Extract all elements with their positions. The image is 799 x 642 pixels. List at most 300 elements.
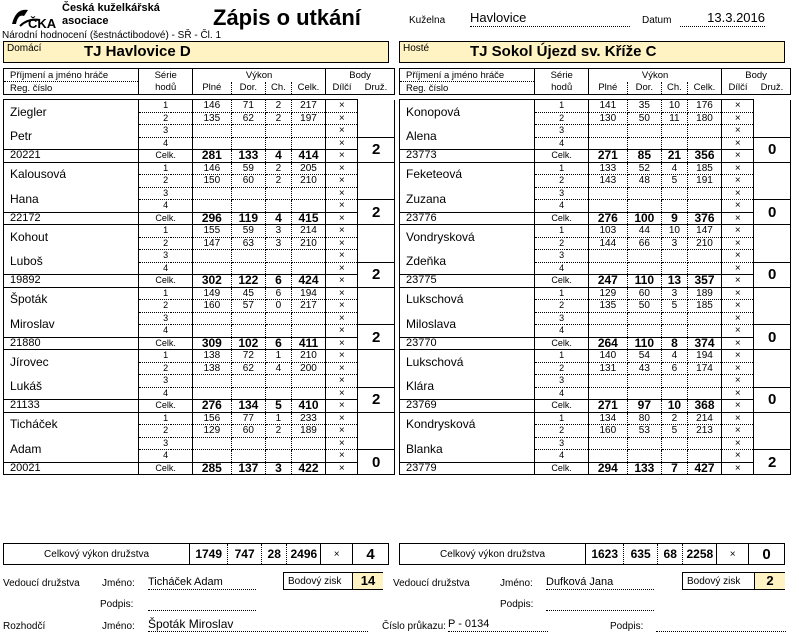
cell-ch: 3	[266, 225, 292, 238]
dilci-cross: ×	[326, 387, 358, 400]
cell-dor	[231, 125, 265, 138]
player-surname: Ticháček	[4, 412, 139, 437]
page-title: Zápis o utkání	[213, 5, 361, 30]
cell-dor	[627, 325, 661, 338]
serie-number: 4	[535, 200, 589, 213]
home-points-value: 14	[352, 573, 383, 589]
cell-dor	[231, 137, 265, 150]
serie-number: 3	[535, 375, 589, 388]
cell-celk: 214	[291, 225, 325, 238]
cell-ch	[266, 387, 292, 400]
cell-ch	[266, 450, 292, 463]
cell-celk: 185	[687, 300, 721, 313]
total-dor: 133	[231, 150, 265, 163]
dilci-cross: ×	[722, 150, 754, 163]
home-points-label: Bodový zisk	[288, 576, 342, 587]
total-ch: 4	[266, 150, 292, 163]
player-row	[400, 400, 791, 413]
player-surname: Konopová	[400, 100, 535, 125]
col-dilci: Dílčí	[326, 82, 358, 95]
cell-ch	[266, 437, 292, 450]
cell-ch: 3	[662, 237, 688, 250]
cell-plne: 129	[193, 425, 232, 438]
cell-ch	[266, 250, 292, 263]
cell-plne	[589, 312, 628, 325]
player-reg-number: 19892	[4, 275, 139, 288]
dilci-cross: ×	[722, 362, 754, 375]
cell-dor: 60	[231, 425, 265, 438]
cell-plne: 141	[589, 100, 628, 113]
dilci-cross: ×	[326, 237, 358, 250]
serie-number: 1	[535, 412, 589, 425]
cell-celk: 174	[687, 362, 721, 375]
cell-plne	[589, 137, 628, 150]
total-dor: 102	[231, 337, 265, 350]
cell-plne: 160	[193, 300, 232, 313]
points-blank	[358, 350, 395, 388]
home-leader-name: Ticháček Adam	[148, 575, 256, 590]
cell-plne: 134	[589, 412, 628, 425]
player-row	[4, 162, 395, 175]
dilci-cross: ×	[722, 212, 754, 225]
cell-ch: 2	[266, 175, 292, 188]
player-surname: Kondrysková	[400, 412, 535, 437]
total-celk: 414	[291, 150, 325, 163]
cell-plne: 146	[193, 100, 232, 113]
cell-dor: 59	[231, 225, 265, 238]
serie-number: 1	[535, 162, 589, 175]
cell-ch: 3	[266, 237, 292, 250]
cell-dor: 43	[627, 362, 661, 375]
cell-ch: 3	[662, 287, 688, 300]
cell-dor: 52	[627, 162, 661, 175]
dilci-cross: ×	[326, 375, 358, 388]
guest-total-dor: 635	[624, 544, 658, 565]
guest-total-label: Celkový výkon družstva	[400, 544, 586, 565]
referee-signature-line	[656, 617, 786, 632]
player-reg-number: 20221	[4, 150, 139, 163]
player-row	[4, 462, 395, 475]
serie-number: 3	[535, 125, 589, 138]
cell-celk	[687, 125, 721, 138]
home-total-table	[3, 543, 389, 565]
total-label: Celk.	[535, 462, 589, 475]
cell-ch	[662, 125, 688, 138]
serie-number: 2	[139, 362, 193, 375]
serie-number: 3	[139, 437, 193, 450]
dilci-cross: ×	[326, 137, 358, 150]
serie-number: 4	[139, 200, 193, 213]
cell-plne: 155	[193, 225, 232, 238]
dilci-cross: ×	[722, 275, 754, 288]
guest-role-label: Hosté	[403, 43, 430, 54]
cell-celk	[687, 187, 721, 200]
total-label: Celk.	[139, 337, 193, 350]
cell-celk: 189	[687, 287, 721, 300]
player-points: 2	[358, 387, 395, 412]
guest-team-name: TJ Sokol Újezd sv. Kříže C	[470, 43, 657, 60]
cell-ch	[662, 312, 688, 325]
serie-number: 3	[535, 437, 589, 450]
serie-number: 2	[139, 300, 193, 313]
cell-plne: 135	[589, 300, 628, 313]
col-ch: Ch.	[266, 82, 292, 95]
cell-dor	[627, 312, 661, 325]
total-label: Celk.	[139, 400, 193, 413]
cell-plne	[589, 250, 628, 263]
total-ch: 21	[662, 150, 688, 163]
dilci-cross: ×	[326, 150, 358, 163]
cell-celk: 205	[291, 162, 325, 175]
dilci-cross: ×	[722, 100, 754, 113]
cell-ch	[662, 437, 688, 450]
col-ch: Ch.	[662, 82, 688, 95]
total-plne: 309	[193, 337, 232, 350]
player-firstname: Lukáš	[4, 375, 139, 400]
dilci-cross: ×	[326, 112, 358, 125]
cell-ch: 4	[662, 350, 688, 363]
cell-dor: 54	[627, 350, 661, 363]
dilci-cross: ×	[326, 450, 358, 463]
cell-celk	[291, 187, 325, 200]
cell-plne: 138	[193, 362, 232, 375]
cell-plne	[193, 262, 232, 275]
player-row	[4, 250, 395, 263]
cell-celk: 210	[687, 237, 721, 250]
cell-dor	[231, 187, 265, 200]
serie-number: 2	[139, 175, 193, 188]
serie-number: 2	[535, 425, 589, 438]
player-row	[400, 312, 791, 325]
dilci-cross: ×	[326, 350, 358, 363]
col-celk: Celk.	[291, 82, 325, 95]
cell-plne	[589, 437, 628, 450]
home-total-ch: 28	[262, 544, 287, 565]
cell-plne: 149	[193, 287, 232, 300]
player-reg-number: 23779	[400, 462, 535, 475]
serie-number: 1	[139, 100, 193, 113]
cell-celk	[687, 387, 721, 400]
serie-number: 2	[139, 425, 193, 438]
cell-plne: 133	[589, 162, 628, 175]
total-plne: 264	[589, 337, 628, 350]
serie-number: 1	[139, 412, 193, 425]
total-label: Celk.	[139, 462, 193, 475]
serie-number: 3	[139, 375, 193, 388]
referee-label: Rozhodčí	[3, 621, 46, 632]
total-ch: 6	[266, 275, 292, 288]
col-celk: Celk.	[687, 82, 721, 95]
venue-field: Havlovice	[470, 9, 630, 27]
dilci-cross: ×	[722, 137, 754, 150]
cell-ch	[266, 312, 292, 325]
guest-points-box	[682, 572, 785, 590]
dilci-cross: ×	[326, 337, 358, 350]
total-celk: 411	[291, 337, 325, 350]
total-ch: 10	[662, 400, 688, 413]
cell-celk: 210	[291, 237, 325, 250]
player-row	[400, 437, 791, 450]
cell-celk	[687, 250, 721, 263]
total-label: Celk.	[139, 150, 193, 163]
dilci-cross: ×	[326, 250, 358, 263]
player-points: 0	[754, 137, 791, 162]
cell-dor: 48	[627, 175, 661, 188]
cell-celk	[687, 450, 721, 463]
cell-ch: 0	[266, 300, 292, 313]
total-celk: 415	[291, 212, 325, 225]
total-dor: 133	[627, 462, 661, 475]
total-label: Celk.	[139, 275, 193, 288]
cell-celk: 200	[291, 362, 325, 375]
cell-ch	[266, 137, 292, 150]
player-firstname: Alena	[400, 125, 535, 150]
guest-total-celk: 2258	[683, 544, 717, 565]
cell-dor	[627, 125, 661, 138]
guest-leader-label: Vedoucí družstva	[393, 578, 470, 589]
player-row	[400, 162, 791, 175]
cell-ch	[662, 375, 688, 388]
serie-number: 2	[535, 300, 589, 313]
player-reg-number: 23769	[400, 400, 535, 413]
cell-dor: 53	[627, 425, 661, 438]
dilci-cross: ×	[326, 437, 358, 450]
total-plne: 276	[589, 212, 628, 225]
cell-ch	[662, 250, 688, 263]
cell-celk	[291, 437, 325, 450]
serie-number: 2	[535, 175, 589, 188]
cell-ch: 2	[266, 162, 292, 175]
cell-plne	[193, 137, 232, 150]
player-firstname: Luboš	[4, 250, 139, 275]
total-celk: 374	[687, 337, 721, 350]
player-points: 2	[754, 450, 791, 475]
cell-celk: 210	[291, 175, 325, 188]
total-celk: 356	[687, 150, 721, 163]
total-label: Celk.	[535, 150, 589, 163]
col-serie: Série	[139, 69, 193, 82]
total-ch: 5	[266, 400, 292, 413]
cell-celk: 233	[291, 412, 325, 425]
cell-dor: 44	[627, 225, 661, 238]
player-row	[400, 287, 791, 300]
cell-plne: 146	[193, 162, 232, 175]
dilci-cross: ×	[722, 187, 754, 200]
cell-dor: 45	[231, 287, 265, 300]
dilci-cross: ×	[722, 437, 754, 450]
col-player: Příjmení a jméno hráče	[400, 69, 535, 82]
cell-celk	[291, 450, 325, 463]
player-firstname: Miroslav	[4, 312, 139, 337]
cell-celk	[291, 250, 325, 263]
player-surname: Jírovec	[4, 350, 139, 375]
cell-ch	[266, 187, 292, 200]
cell-plne	[589, 375, 628, 388]
total-label: Celk.	[535, 275, 589, 288]
cell-ch	[662, 187, 688, 200]
cell-dor	[231, 375, 265, 388]
total-dor: 122	[231, 275, 265, 288]
points-blank	[358, 100, 395, 138]
home-total-label: Celkový výkon družstva	[4, 544, 190, 565]
guest-total-plne: 1623	[586, 544, 624, 565]
dilci-cross: ×	[722, 375, 754, 388]
cell-ch	[266, 325, 292, 338]
dilci-cross: ×	[326, 412, 358, 425]
player-reg-number: 21133	[4, 400, 139, 413]
cell-ch: 2	[266, 425, 292, 438]
player-row	[4, 212, 395, 225]
total-ch: 7	[662, 462, 688, 475]
serie-number: 1	[139, 287, 193, 300]
cka-logo	[6, 4, 60, 30]
cell-dor	[627, 375, 661, 388]
player-row	[400, 350, 791, 363]
cell-celk	[687, 262, 721, 275]
cell-dor	[627, 437, 661, 450]
cell-plne: 131	[589, 362, 628, 375]
cell-dor	[231, 200, 265, 213]
total-label: Celk.	[535, 212, 589, 225]
col-body: Body	[722, 69, 791, 82]
cell-plne	[589, 325, 628, 338]
col-dor: Dor.	[231, 82, 265, 95]
col-druz: Druž.	[754, 82, 791, 95]
player-points: 0	[754, 200, 791, 225]
cell-dor	[627, 262, 661, 275]
total-ch: 8	[662, 337, 688, 350]
player-row	[4, 225, 395, 238]
cell-ch	[266, 200, 292, 213]
points-blank	[754, 225, 791, 263]
dilci-cross: ×	[722, 287, 754, 300]
cell-dor	[231, 325, 265, 338]
dilci-cross: ×	[326, 400, 358, 413]
col-reg: Reg. číslo	[400, 82, 535, 95]
dilci-cross: ×	[722, 425, 754, 438]
cell-celk: 191	[687, 175, 721, 188]
col-plne: Plné	[193, 82, 232, 95]
dilci-cross: ×	[722, 337, 754, 350]
dilci-cross: ×	[722, 112, 754, 125]
cell-plne: 144	[589, 237, 628, 250]
player-points: 0	[754, 262, 791, 287]
cell-celk: 197	[291, 112, 325, 125]
cell-dor	[231, 387, 265, 400]
cell-plne	[193, 125, 232, 138]
col-dilci: Dílčí	[722, 82, 754, 95]
cell-dor: 62	[231, 362, 265, 375]
player-points: 2	[358, 262, 395, 287]
cell-celk	[291, 312, 325, 325]
points-blank	[754, 350, 791, 388]
card-number: P - 0134	[448, 617, 548, 632]
dilci-cross: ×	[326, 125, 358, 138]
cell-dor: 50	[627, 112, 661, 125]
home-total-points: 4	[366, 545, 375, 563]
total-label: Celk.	[535, 400, 589, 413]
dilci-cross: ×	[722, 462, 754, 475]
player-points: 0	[754, 387, 791, 412]
cell-dor: 60	[231, 175, 265, 188]
cell-ch	[266, 375, 292, 388]
points-blank	[358, 287, 395, 325]
cell-dor	[231, 450, 265, 463]
points-blank	[754, 412, 791, 450]
total-plne: 271	[589, 400, 628, 413]
cell-ch: 4	[266, 362, 292, 375]
player-surname: Lukschová	[400, 350, 535, 375]
cell-ch: 5	[662, 175, 688, 188]
cell-celk	[687, 137, 721, 150]
guest-leader-name: Dufková Jana	[546, 575, 654, 590]
cell-plne	[193, 325, 232, 338]
home-team-name: TJ Havlovice D	[84, 43, 191, 60]
cell-ch: 1	[266, 350, 292, 363]
player-row	[4, 287, 395, 300]
cell-dor	[627, 187, 661, 200]
guest-total-table	[399, 543, 785, 565]
dilci-cross: ×	[722, 125, 754, 138]
serie-number: 3	[535, 187, 589, 200]
col-serie-hodu: hodů	[139, 82, 193, 95]
col-vykon: Výkon	[589, 69, 722, 82]
player-row	[4, 400, 395, 413]
cell-ch	[662, 200, 688, 213]
dilci-cross: ×	[722, 450, 754, 463]
total-dor: 134	[231, 400, 265, 413]
serie-number: 2	[535, 362, 589, 375]
guest-results-table	[399, 68, 791, 475]
serie-number: 1	[535, 225, 589, 238]
dilci-cross: ×	[326, 300, 358, 313]
cell-celk	[291, 325, 325, 338]
home-leader-name-label: Jméno:	[102, 578, 135, 589]
total-dor: 110	[627, 275, 661, 288]
cell-dor: 71	[231, 100, 265, 113]
cell-plne	[193, 250, 232, 263]
dilci-cross: ×	[326, 162, 358, 175]
cell-dor: 63	[231, 237, 265, 250]
player-firstname: Zdeňka	[400, 250, 535, 275]
cell-ch: 1	[266, 412, 292, 425]
player-firstname: Adam	[4, 437, 139, 462]
col-serie-hodu: hodů	[535, 82, 589, 95]
home-signature-line	[148, 596, 256, 611]
player-firstname: Petr	[4, 125, 139, 150]
cell-ch	[662, 137, 688, 150]
guest-total-row	[399, 543, 785, 565]
guest-leader-name-label: Jméno:	[500, 578, 533, 589]
cell-dor	[627, 387, 661, 400]
cell-celk: 180	[687, 112, 721, 125]
player-row	[400, 412, 791, 425]
player-firstname: Blanka	[400, 437, 535, 462]
cell-celk: 147	[687, 225, 721, 238]
player-row	[400, 375, 791, 388]
total-celk: 427	[687, 462, 721, 475]
col-druz: Druž.	[358, 82, 395, 95]
home-results-table	[3, 68, 395, 475]
dilci-cross: ×	[722, 350, 754, 363]
dilci-cross: ×	[326, 275, 358, 288]
player-row	[4, 125, 395, 138]
player-firstname: Miloslava	[400, 312, 535, 337]
cell-plne: 140	[589, 350, 628, 363]
cell-dor	[627, 200, 661, 213]
referee-name-label: Jméno:	[102, 621, 135, 632]
col-vykon: Výkon	[193, 69, 326, 82]
